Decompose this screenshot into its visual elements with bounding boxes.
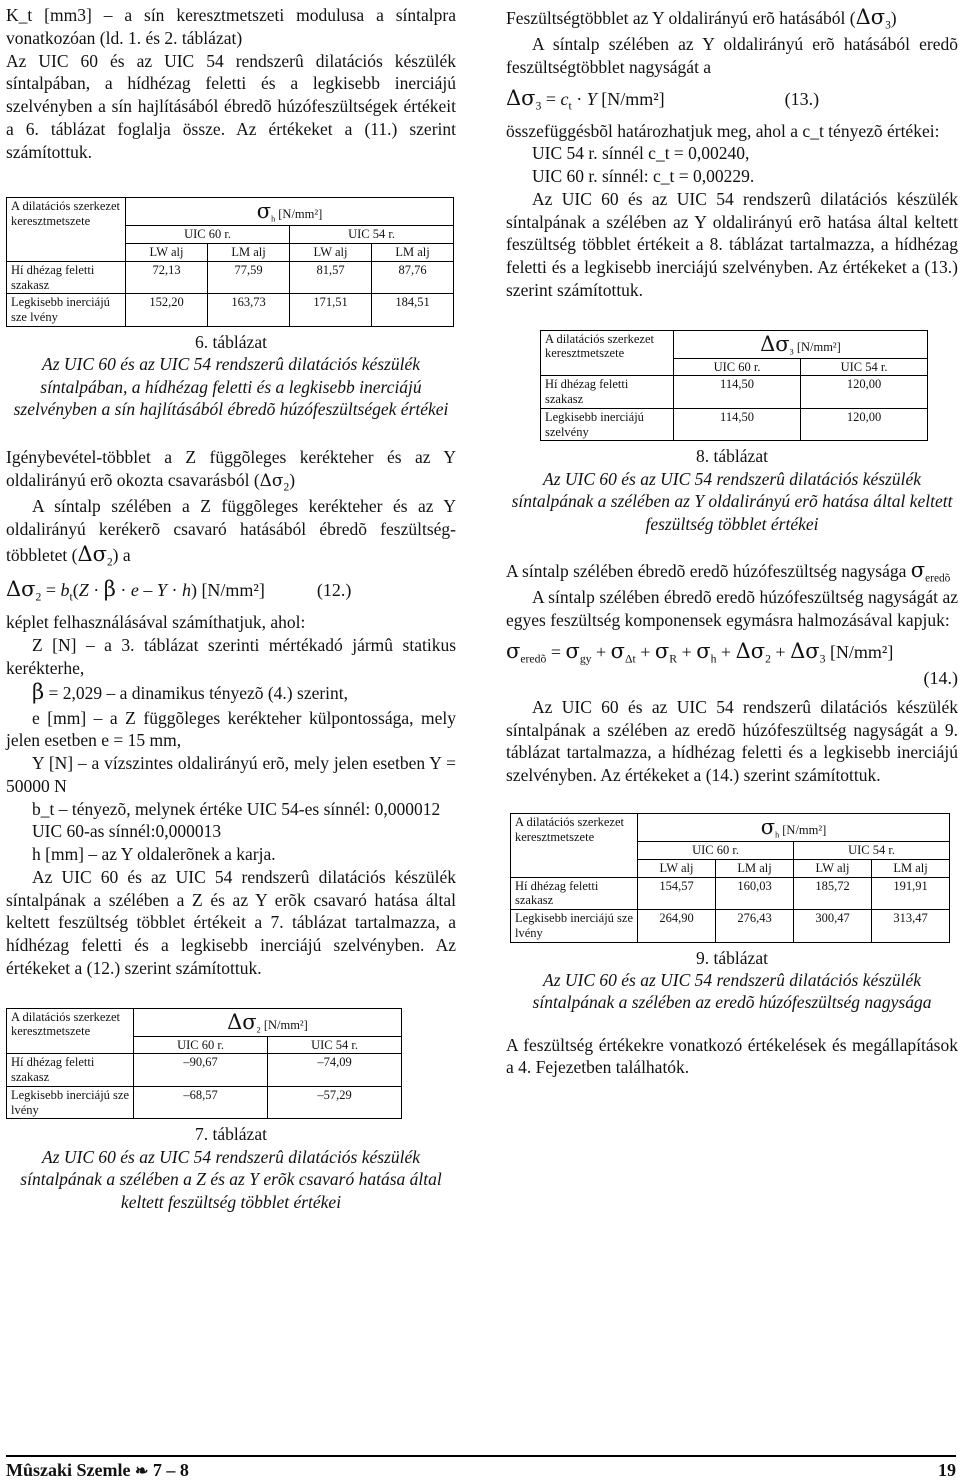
- cell: 114,50: [674, 408, 801, 441]
- row-label: Hí dhézag feletti szakasz: [7, 261, 126, 294]
- cell: 313,47: [872, 910, 950, 943]
- table9-caption-number: 9. táblázat: [696, 947, 768, 968]
- table9-caption: Az UIC 60 és az UIC 54 rendszerû dilatációs készülék síntalpának a szélében az eredõ húzófeszültség nagysága: [532, 969, 932, 1013]
- table-row: [511, 910, 950, 943]
- table6-sub: LW alj: [290, 244, 372, 262]
- cell: 264,90: [638, 910, 716, 943]
- paragraph-intro: Az UIC 60 és az UIC 54 rendszerû dilatációs készülék síntalpában, a hídhézag feletti és a legkisebb inerciájú szelvényben a sín hajlításából ébredõ húzófeszültségek értékeit a 6. táblázat foglalja össze. Az értékeket a (11.) szerint számítottuk.: [6, 50, 456, 162]
- table6-caption-number: 6. táblázat: [195, 331, 267, 352]
- ct-uic60: UIC 60 r. sínnél: c_t = 0,00229.: [532, 166, 755, 187]
- table6-caption: Az UIC 60 és az UIC 54 rendszerû dilatációs készülék síntalpában, a hídhézag feletti és a legkisebb inerciájú szelvényben a sín hajlításából ébredõ húzófeszültségek értékei: [13, 354, 449, 419]
- table-row: [541, 376, 928, 409]
- table9-corner: A dilatációs szerkezet keresztmetszete: [511, 813, 638, 877]
- table-row: [7, 1054, 402, 1087]
- cell: 163,73: [208, 294, 290, 327]
- table9-sub: LM alj: [716, 859, 794, 877]
- table7-uic54: UIC 54 r.: [268, 1036, 402, 1054]
- table8-header: $\Delta\sigma_3$ [N/mm²]: [674, 330, 928, 358]
- table-row: [511, 877, 950, 910]
- ct-uic54: UIC 54 r. sínnél c_t = 0,00240,: [532, 143, 750, 164]
- cell: 154,57: [638, 877, 716, 910]
- row-label: Hí dhézag feletti szakasz: [511, 877, 638, 910]
- paragraph-z: A síntalp szélében a Z függõleges kerékteher és az Y oldalirányú kerékerõ csavaró hatásából ébredõ feszültség-többletet $(\Delta\sigma_2)$ a: [6, 496, 456, 569]
- cell: 191,91: [872, 877, 950, 910]
- paragraph-7: Az UIC 60 és az UIC 54 rendszerû dilatációs készülék síntalpának a szélében a Z és az Y erõk csavaró hatása által keltett feszültség többlet értékeit a 7. táblázat tartalmazza, a hídhézag feletti és a legkisebb inerciájú szelvényben. Az értékeket a (12.) szerint számítottuk.: [6, 866, 456, 978]
- row-label: Legkisebb inerciájú sze lvény: [511, 910, 638, 943]
- table8-corner: A dilatációs szerkezet keresztmetszete: [541, 330, 674, 376]
- cell: 152,20: [126, 294, 208, 327]
- footer-journal: Mûszaki Szemle ❧ 7 – 8: [6, 1460, 189, 1480]
- page-footer: [6, 1455, 956, 1479]
- def-beta: β = 2,029 – a dinamikus tényezõ (4.) szerint,: [32, 680, 349, 705]
- table7-corner: A dilatációs szerkezet keresztmetszete: [7, 1008, 134, 1054]
- paragraph-8: Az UIC 60 és az UIC 54 rendszerû dilatációs készülék síntalpának a szélében az Y oldalirányú erõ hatása által keltett feszültség többlet értékeit a 8. táblázat tartalmazza, a hídhézag feletti és a legkisebb inerciájú szelvényben. Az értékeket a (13.) szerint számítottuk.: [506, 188, 958, 300]
- section-heading-z-y: Igénybevétel-többlet a Z függõleges kerékteher és az Y oldalirányú erõ okozta csavarásból $(\Delta\sigma_2)$: [6, 447, 456, 494]
- def-y: Y [N] – a vízszintes oldalirányú erõ, mely jelen esetben Y = 50000 N: [6, 753, 456, 796]
- table8-uic54: UIC 54 r.: [801, 358, 928, 376]
- formula-12: $\Delta\sigma_2 = b_t(Z \cdot \beta \cdot e - Y \cdot h)$ [N/mm²] (12.): [6, 577, 352, 604]
- cell: 160,03: [716, 877, 794, 910]
- table6-header: $\sigma_h$ [N/mm²]: [126, 198, 454, 226]
- cell: –57,29: [268, 1086, 402, 1119]
- table6-uic54: UIC 54 r.: [290, 226, 454, 244]
- section-heading-eredo: A síntalp szélében ébredõ eredõ húzófeszültség nagysága $\sigma_{eredõ}$: [506, 557, 951, 585]
- section-heading-y: Feszültségtöbblet az Y oldalirányú erõ hatásából $(\Delta\sigma_3)$: [506, 5, 897, 32]
- cell: 276,43: [716, 910, 794, 943]
- page-number: 19: [938, 1460, 956, 1480]
- cell: –90,67: [134, 1054, 268, 1087]
- cell: 120,00: [801, 408, 928, 441]
- table8-caption: Az UIC 60 és az UIC 54 rendszerû dilatációs készülék síntalpának a szélében az Y oldalirányú erõ hatása által keltett feszültség többlet értékei: [511, 468, 953, 534]
- cell: 120,00: [801, 376, 928, 409]
- def-bt: b_t – tényezõ, melynek értéke UIC 54-es sínnél: 0,000012: [32, 798, 441, 819]
- table8-caption-number: 8. táblázat: [696, 446, 768, 467]
- table7-uic60: UIC 60 r.: [134, 1036, 268, 1054]
- leaf-icon: ❧: [134, 1463, 149, 1480]
- sigma-symbol: σ: [256, 199, 272, 224]
- table6-corner: A dilatációs szerkezet keresztmetszete: [7, 198, 126, 262]
- row-label: Legkisebb inerciájú sze lvény: [7, 294, 126, 327]
- row-label: Hí dhézag feletti szakasz: [7, 1054, 134, 1087]
- paragraph-eredo: A síntalp szélében ébredõ eredõ húzófeszültség nagyságát az egyes feszültség komponensek egymásra halmozásával kapjuk:: [506, 587, 958, 630]
- paragraph-ct: összefüggésbõl határozhatjuk meg, ahol a c_t tényezõ értékei:: [506, 120, 940, 141]
- table9-sub: LW alj: [638, 859, 716, 877]
- cell: 77,59: [208, 261, 290, 294]
- paragraph-kepet: képlet felhasználásával számíthatjuk, ahol:: [6, 612, 306, 632]
- table9-header: $\sigma_h$ [N/mm²]: [638, 813, 950, 841]
- cell: 72,13: [126, 261, 208, 294]
- formula-13: $\Delta\sigma_3 = c_t \cdot Y$ [N/mm²] (13.): [506, 85, 820, 113]
- table8-uic60: UIC 60 r.: [674, 358, 801, 376]
- cell: 171,51: [290, 294, 372, 327]
- table-row: [7, 261, 454, 294]
- table-6: [6, 197, 454, 327]
- table-row: [7, 1086, 402, 1119]
- cell: 184,51: [372, 294, 454, 327]
- table6-sub: LM alj: [208, 244, 290, 262]
- paragraph-kt: K_t [mm3] – a sín keresztmetszeti modulusa a síntalpra vonatkozóan (ld. 1. és 2. táblázat): [6, 5, 456, 48]
- cell: –68,57: [134, 1086, 268, 1119]
- table6-sub: LW alj: [126, 244, 208, 262]
- table6-uic60: UIC 60 r.: [126, 226, 290, 244]
- left-column: [6, 4, 456, 1213]
- paragraph-end: A feszültség értékekre vonatkozó értékelések és megállapítások a 4. Fejezetben találhatók.: [506, 1034, 958, 1078]
- table7-header: $\Delta\sigma_2$ [N/mm²]: [134, 1008, 402, 1036]
- paragraph-y: A síntalp szélében az Y oldalirányú erõ hatásából eredõ feszültségtöbblet nagyságát a: [506, 34, 958, 78]
- table-8: [540, 330, 928, 442]
- table7-caption: Az UIC 60 és az UIC 54 rendszerû dilatációs készülék síntalpának a szélében a Z és az Y erõk csavaró hatása által keltett feszültség többlet értékei: [20, 1146, 442, 1212]
- table-9: [510, 813, 950, 943]
- def-bt-60: UIC 60-as sínnél:0,000013: [32, 821, 222, 842]
- row-label: Legkisebb inerciájú sze lvény: [7, 1086, 134, 1119]
- cell: –74,09: [268, 1054, 402, 1087]
- cell: 87,76: [372, 261, 454, 294]
- table7-caption-number: 7. táblázat: [195, 1124, 267, 1145]
- def-z: Z [N] – a 3. táblázat szerinti mértékadó jármû statikus kerékterhe,: [6, 634, 456, 678]
- table6-sub: LM alj: [372, 244, 454, 262]
- row-label: Hí dhézag feletti szakasz: [541, 376, 674, 409]
- right-column: [506, 4, 958, 1079]
- def-h: h [mm] – az Y oldalerõnek a karja.: [32, 844, 276, 865]
- table9-sub: LM alj: [872, 859, 950, 877]
- table-row: [7, 294, 454, 327]
- table9-sub: LW alj: [794, 859, 872, 877]
- table-row: [541, 408, 928, 441]
- row-label: Legkisebb inerciájú szelvény: [541, 408, 674, 441]
- cell: 81,57: [290, 261, 372, 294]
- table9-uic54: UIC 54 r.: [794, 842, 950, 860]
- cell: 114,50: [674, 376, 801, 409]
- cell: 185,72: [794, 877, 872, 910]
- def-e: e [mm] – a Z függõleges kerékteher külpontossága, mely jelen esetben e = 15 mm,: [6, 707, 456, 751]
- table-7: [6, 1008, 402, 1120]
- cell: 300,47: [794, 910, 872, 943]
- paragraph-9: Az UIC 60 és az UIC 54 rendszerû dilatációs készülék síntalpának a szélében az eredõ húzófeszültség nagyságát a 9. táblázat tartalmazza, a hídhézag feletti és a legkisebb inerciájú szelvényben. Az értékeket a (14.) szerint számítottuk.: [506, 696, 958, 786]
- table9-uic60: UIC 60 r.: [638, 842, 794, 860]
- formula-14: $\sigma_{eredõ} = \sigma_{gy} + \sigma_{\Delta t} + \sigma_R + \sigma_h + \Delta\sigma_2 + \Delta\sigma_3$ [N/mm²] (14.): [506, 638, 958, 688]
